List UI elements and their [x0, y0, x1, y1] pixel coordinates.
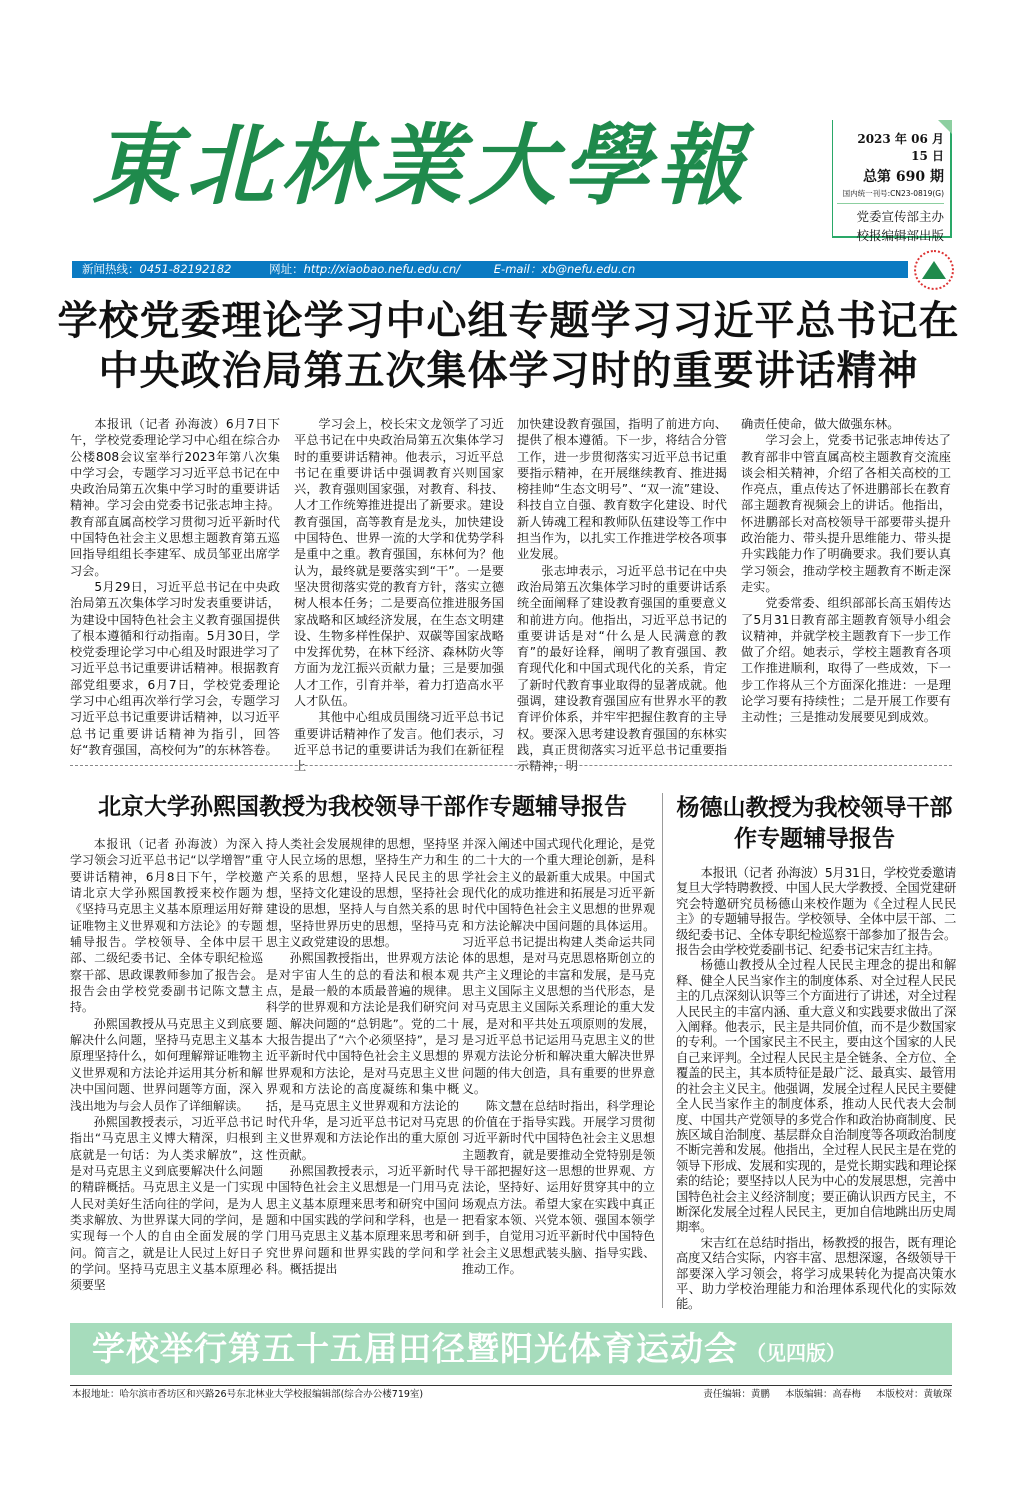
paragraph: 孙熙国教授表示，习近平总书记指出“马克思主义博大精深，归根到底就是一句话：为人类求解放”，这是对马克思主义到底要解决什么问题的精辟概括。马克思主义是一门实现人民对美好生活向往的学问，是为人类求解放、为世界谋大同的学问，是实现每一个人的自由全面发展的学问。简言之，就是让人民过上好日子的学问。坚持马克思主义基本原理必须要坚 — [70, 1114, 263, 1293]
paragraph: 学习会上，党委书记张志坤传达了教育部非中管直属高校主题教育交流座谈会相关精神，介绍了各相关高校的工作亮点，重点传达了怀进鹏部长在教育部主题教育视频会上的讲话。他指出，怀进鹏部长对高校领导干部要带头提升政治能力、带头提升思维能力、带头提升实践能力作了明确要求。我们要认真学习领会，推动学校主题教育不断走深走实。 — [741, 433, 951, 594]
website-link[interactable]: http://xiaobao.nefu.edu.cn/ — [303, 262, 461, 276]
paragraph: 孙熙国教授表示，习近平新时代中国特色社会主义思想是一门用马克思主义基本原理来思考和研究中国问题和中国实践的学问和学科，也是一门用马克思主义基本原理来思考和研究世界问题和世界实践的学问和学科。概括提出 — [266, 1163, 459, 1276]
banner-see-page: （见四版） — [746, 1341, 846, 1365]
paragraph: 加快建设教育强国，指明了前进方向、提供了根本遵循。下一步，将结合分管工作，进一步贯彻落实习近平总书记重要指示精神，在开展继续教育、推进揭榜挂帅“生态文明号”、“双一流”建设、科技自立自强、教育数字化建设、时代新人铸魂工程和教师队伍建设等工作中担当作为，以扎实工作推进学校各项事业发展。 — [517, 417, 727, 562]
publisher-line: 党委宣传部主办 — [856, 209, 944, 224]
headline-line: 中央政治局第五次集体学习时的重要讲话精神 — [98, 348, 919, 394]
sports-meet-banner[interactable] — [70, 1323, 952, 1375]
paragraph: 宋吉红在总结时指出，杨教授的报告，既有理论高度又结合实际，内容丰富、思想深邃，各级领导干部要深入学习领会，将学习成果转化为提高决策水平、助力学校治理能力和治理体系现代化的实际效能。 — [676, 1235, 956, 1312]
paragraph: 党委常委、组织部部长高玉娟传达了5月31日教育部主题教育领导小组会议精神，并就学校主题教育下一步工作做了介绍。她表示，学校主题教育各项工作推进顺利，取得了一些成效，下一步工作将从三个方面深化推进：一是理论学习要有持续性；二是开展工作要有主动性；三是推动发展要见到成效。 — [741, 596, 951, 725]
footer — [72, 1388, 952, 1402]
article1-column — [294, 416, 504, 775]
article1-column — [70, 416, 280, 758]
headline-line: 杨德山教授为我校领导干部 — [676, 795, 953, 821]
issue-date: 2023 年 06 月 15 日 — [857, 132, 944, 163]
paragraph: 本报讯（记者 孙海波）5月31日，学校党委邀请复旦大学特聘教授、中国人民大学教授、全国党建研究会特邀研究员杨德山来校作题为《全过程人民民主》的专题辅导报告。学校领导、全体中层干部、二级纪委书记、全体专职纪检巡察干部参加了报告会。报告会由学校党委副书记、纪委书记宋吉红主持。 — [676, 866, 956, 958]
article1-headline — [40, 296, 977, 396]
hotline: 0451-82192182 — [139, 262, 232, 276]
footer-address: 本报地址：哈尔滨市香坊区和兴路26号东北林业大学校报编辑部(综合办公楼719室) — [72, 1389, 424, 1400]
divider — [837, 203, 944, 204]
page-editor: 本版编辑：高春梅 — [784, 1389, 861, 1400]
paragraph: 其他中心组成员围绕习近平总书记重要讲话精神作了发言。他们表示，习近平总书记的重要讲话为我们在新征程上 — [294, 710, 504, 774]
chief-editor: 责任编辑：黄鹏 — [703, 1389, 770, 1400]
paragraph: 学习会上，校长宋文龙领学了习近平总书记在中央政治局第五次集体学习时的重要讲话精神。他表示，习近平总书记在重要讲话中强调教育兴则国家兴，教育强则国家强，对教育、科技、人才工作统筹推进提出了新要求。建设教育强国，高等教育是龙头，加快建设中国特色、世界一流的大学和优势学科是重中之重。教育强国，东林何为？他认为，最终就是要落实到“干”。一是要坚决贯彻落实党的教育方针，落实立德树人根本任务；二是要高位推进服务国家战略和区域经济发展，在生态文明建设、生物多样性保护、双碳等国家战略中发挥优势，在林下经济、森林防火等方面为龙江振兴贡献力量；三是要加强人才工作，引育并举，着力打造高水平人才队伍。 — [294, 417, 504, 709]
corner-decoration — [938, 120, 952, 134]
web-label: 网址： — [269, 262, 304, 276]
email-label: E-mail： — [493, 262, 542, 276]
paragraph: 本报讯（记者 孙海波）为深入学习领会习近平总书记“以学增智”重要讲话精神，6月8日下午，学校邀请北京大学孙熙国教授来校作题为《坚持马克思主义基本原理运用好辩证唯物主义世界观和方法论》的专题辅导报告。学校领导、全体中层干部、二级纪委书记、全体专职纪检巡察干部、思政课教师参加了报告会。报告会由学校党委副书记陈文慧主持。 — [70, 837, 263, 1015]
article3-body — [676, 866, 956, 1313]
article2-headline: 北京大学孙熙国教授为我校领导干部作专题辅导报告 — [98, 794, 627, 820]
headline-line: 作专题辅导报告 — [734, 826, 895, 852]
paragraph: 持人类社会发展规律的思想，坚持坚守人民立场的思想，坚持生产力和生产关系的思想，坚持人民民主的思想，坚持文化建设的思想，坚持社会建设的思想，坚持人与自然关系的思想，坚持世界历史的思想，坚持马克思主义政党建设的思想。 — [266, 837, 459, 950]
footer-rule — [70, 1385, 952, 1386]
hotline-label: 新闻热线： — [82, 262, 140, 276]
column-divider — [662, 793, 663, 1308]
article2-column — [266, 836, 459, 1277]
paragraph: 杨德山教授从全过程人民民主理念的提出和解释、健全人民当家作主的制度体系、对全过程人民民主的几点深刻认识等三个方面进行了讲述，对全过程人民民主的丰富内涵、重大意义和实践要求做出了深入阐释。他表示，民主是共同价值，而不是少数国家的专利。一个国家民主不民主，要由这个国家的人民自己来评判。全过程人民民主是全链条、全方位、全覆盖的民主，其本质特征是最广泛、最真实、最管用的社会主义民主。他强调，发展全过程人民民主要健全人民当家作主的制度体系，推动人民代表大会制度、中国共产党领导的多党合作和政治协商制度、民族区域自治制度、基层群众自治制度等各项政治制度不断完善和发展。他指出，全过程人民民主是在党的领导下形成、发展和实现的，是党长期实践和理论探索的结论；要坚持以人民为中心的发展思想，完善中国特色社会主义经济制度；要正确认识西方民主，不断深化发展全过程人民民主，更加自信地跳出历史周期率。 — [676, 958, 956, 1235]
paragraph: 张志坤表示，习近平总书记在中央政治局第五次集体学习时的重要讲话系统全面阐释了建设教育强国的重要意义和前进方向。他指出，习近平总书记的重要讲话是对“什么是人民满意的教育”的最好诠释，阐明了教育强国、教育现代化和中国式现代化的关系，肯定了新时代教育事业取得的显著成就。他强调，建设教育强国应有世界水平的教育评价体系，并牢牢把握住教育的主导权。要深入思考建设教育强国的东林实践，真正贯彻落实习近平总书记重要指示精神，明 — [517, 563, 727, 774]
section-divider — [70, 765, 952, 766]
paragraph: 并深入阐述中国式现代化理论，是党的二十大的一个重大理论创新，是科学社会主义的最新重大成果。中国式现代化的成功推进和拓展是习近平新时代中国特色社会主义思想的世界观和方法论解决中国问题的具体运用。习近平总书记提出构建人类命运共同体的思想，是对马克思恩格斯创立的共产主义理论的丰富和发展，是马克思主义国际主义思想的当代形态，是对马克思主义国际关系理论的重大发展，是对和平共处五项原则的发展，是习近平总书记运用马克思主义的世界观方法论分析和解决重大解决世界问题的伟大创造，具有重要的世界意义。 — [462, 837, 655, 1097]
issue-info-box — [832, 120, 952, 243]
paragraph: 陈文慧在总结时指出，科学理论的价值在于指导实践。开展学习贯彻习近平新时代中国特色社会主义思想主题教育，就是要推动全党特别是领导干部把握好这一思想的世界观、方法论，坚持好、运用好贯穿其中的立场观点方法。希望大家在实践中真正把看家本领、兴党本领、强国本领学到手，自觉用习近平新时代中国特色社会主义思想武装头脑、指导实践、推动工作。 — [462, 1098, 655, 1276]
proofreader: 本版校对：黄敏琛 — [875, 1389, 952, 1400]
paragraph: 确责任使命，做大做强东林。 — [741, 417, 900, 431]
paragraph: 本报讯（记者 孙海波）6月7日下午，学校党委理论学习中心组在综合办公楼808会议室举行2023年第八次集中学习会，专题学习习近平总书记在中央政治局第五次集中学习时的重要讲话精神。学习会由党委书记张志坤主持。教育部直属高校学习贯彻习近平新时代中国特色社会主义思想主题教育第五巡回指导组组长李建军、成员邹亚出席学习会。 — [70, 417, 280, 578]
headline-line: 学校党委理论学习中心组专题学习习近平总书记在 — [57, 298, 960, 344]
cn-number: 国内统一刊号:CN23-0819(G) — [842, 189, 944, 198]
paragraph: 孙熙国教授指出，世界观方法论是对宇宙人生的总的看法和根本观点，是最一般的本质最普遍的规律。科学的世界观和方法论是我们研究问题、解决问题的“总钥匙”。党的二十大报告提出了“六个必须坚持”，是习近平新时代中国特色社会主义思想的世界观和方法论，是对马克思主义世界观和方法论的高度凝练和集中概括，是马克思主义世界观和方法论的时代升华，是习近平总书记对马克思主义世界观和方法论作出的重大原创性贡献。 — [266, 951, 459, 1162]
masthead-title: 東北林業大學報 — [92, 113, 751, 217]
article3-headline — [672, 793, 957, 855]
paragraph: 孙熙国教授从马克思主义到底要解决什么问题，坚持马克思主义基本原理坚持什么，如何理解辩证唯物主义世界观和方法论并运用其分析和解决中国问题、世界问题等方面，深入浅出地为与会人员作了详细解读。 — [70, 1016, 263, 1113]
issue-number: 总第 690 期 — [863, 169, 944, 185]
article2-column — [462, 836, 655, 1277]
article1-column — [517, 416, 727, 775]
article1-column — [741, 416, 951, 726]
contact-bar — [72, 261, 908, 278]
university-logo-icon — [914, 250, 954, 290]
paragraph: 5月29日，习近平总书记在中央政治局第五次集体学习时发表重要讲话，为建设中国特色社会主义教育强国提供了根本遵循和行动指南。5月30日，学校党委理论学习中心组及时跟进学习了习近平总书记重要讲话精神。根据教育部党组要求，6月7日，学校党委理论学习中心组再次举行学习会，专题学习习近平总书记重要讲话精神，以习近平总书记重要讲话精神为指引，回答好“教育强国，高校何为”的东林答卷。 — [70, 579, 280, 757]
email-link[interactable]: xb@nefu.edu.cn — [541, 262, 636, 276]
banner-text: 学校举行第五十五届田径暨阳光体育运动会 — [92, 1329, 738, 1368]
publisher-line: 校报编辑部出版 — [856, 228, 944, 243]
article2-column — [70, 836, 263, 1294]
